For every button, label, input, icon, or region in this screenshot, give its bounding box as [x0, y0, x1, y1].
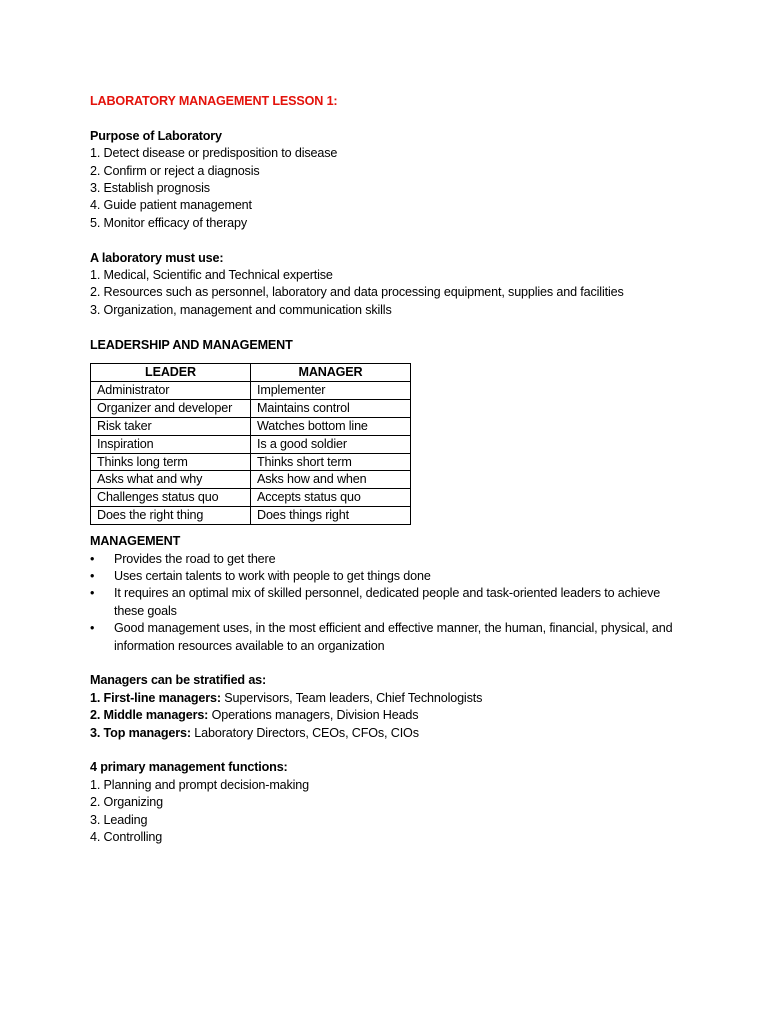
table-cell: Thinks short term	[251, 453, 411, 471]
leadership-heading: LEADERSHIP AND MANAGEMENT	[90, 337, 293, 352]
table-cell: Maintains control	[251, 399, 411, 417]
table-row	[91, 453, 411, 471]
functions-item: 2. Organizing	[90, 795, 163, 810]
stratified-item	[90, 690, 768, 707]
leadership-section	[90, 337, 768, 526]
list-item	[90, 568, 674, 585]
table-cell: Inspiration	[91, 435, 251, 453]
stratified-heading: Managers can be stratified as:	[90, 673, 267, 688]
bullet-text: Uses certain talents to work with people to get things done	[114, 569, 431, 584]
table-cell: Challenges status quo	[91, 489, 251, 507]
bullet-text: Provides the road to get there	[114, 551, 276, 566]
purpose-item: 4. Guide patient management	[90, 198, 252, 213]
table-cell: Risk taker	[91, 417, 251, 435]
bullet-text: Good management uses, in the most efficient and effective manner, the human, financial, physical, and information resources available to an organization	[114, 621, 673, 653]
table-row	[91, 435, 411, 453]
table-row	[91, 507, 411, 525]
stratified-label: 2. Middle managers:	[90, 708, 209, 723]
purpose-item: 2. Confirm or reject a diagnosis	[90, 163, 260, 178]
table-row	[91, 471, 411, 489]
stratified-text: Operations managers, Division Heads	[208, 708, 419, 723]
bullet-text: It requires an optimal mix of skilled personnel, dedicated people and task-oriented leaders to achieve these goals	[114, 586, 661, 618]
table-cell: Thinks long term	[91, 453, 251, 471]
bullet-icon: •	[90, 569, 95, 584]
table-cell: Does the right thing	[91, 507, 251, 525]
table-header-cell: LEADER	[91, 364, 251, 382]
list-item	[90, 620, 674, 655]
stratified-item	[90, 725, 768, 742]
must-use-item: 1. Medical, Scientific and Technical expertise	[90, 268, 333, 283]
must-use-item: 2. Resources such as personnel, laboratory and data processing equipment, supplies and facilities	[90, 285, 624, 300]
stratified-label: 1. First-line managers:	[90, 690, 221, 705]
table-cell: Watches bottom line	[251, 417, 411, 435]
management-section	[90, 533, 768, 655]
table-header-cell: MANAGER	[251, 364, 411, 382]
purpose-item: 3. Establish prognosis	[90, 181, 210, 196]
table-row	[91, 399, 411, 417]
must-use-section	[90, 250, 768, 320]
functions-item: 1. Planning and prompt decision-making	[90, 777, 310, 792]
bullet-icon: •	[90, 586, 95, 601]
table-row	[91, 489, 411, 507]
table-cell: Accepts status quo	[251, 489, 411, 507]
stratified-text: Supervisors, Team leaders, Chief Technologists	[220, 690, 483, 705]
bullet-icon: •	[90, 551, 95, 566]
management-heading: MANAGEMENT	[90, 534, 181, 549]
functions-item: 3. Leading	[90, 812, 148, 827]
must-use-item: 3. Organization, management and communication skills	[90, 302, 392, 317]
functions-section	[90, 759, 768, 846]
table-cell: Does things right	[251, 507, 411, 525]
table-header-row	[91, 364, 411, 382]
table-row	[91, 381, 411, 399]
leader-manager-table	[90, 363, 411, 525]
stratified-text: Laboratory Directors, CEOs, CFOs, CIOs	[190, 725, 419, 740]
table-cell: Administrator	[91, 381, 251, 399]
table-cell: Asks how and when	[251, 471, 411, 489]
document-title: LABORATORY MANAGEMENT LESSON 1:	[90, 94, 338, 108]
purpose-item: 1. Detect disease or predisposition to disease	[90, 146, 338, 161]
table-cell: Organizer and developer	[91, 399, 251, 417]
purpose-section	[90, 128, 768, 232]
table-cell: Is a good soldier	[251, 435, 411, 453]
stratified-label: 3. Top managers:	[90, 725, 191, 740]
list-item	[90, 585, 674, 620]
table-cell: Asks what and why	[91, 471, 251, 489]
list-item	[90, 551, 674, 568]
bullet-icon: •	[90, 621, 95, 636]
table-cell: Implementer	[251, 381, 411, 399]
purpose-item: 5. Monitor efficacy of therapy	[90, 215, 247, 230]
functions-heading: 4 primary management functions:	[90, 760, 288, 775]
table-row	[91, 417, 411, 435]
stratified-item	[90, 707, 768, 724]
stratified-section	[90, 672, 768, 742]
purpose-heading: Purpose of Laboratory	[90, 128, 222, 143]
functions-item: 4. Controlling	[90, 830, 163, 845]
must-use-heading: A laboratory must use:	[90, 250, 224, 265]
management-bullet-list	[90, 551, 768, 655]
